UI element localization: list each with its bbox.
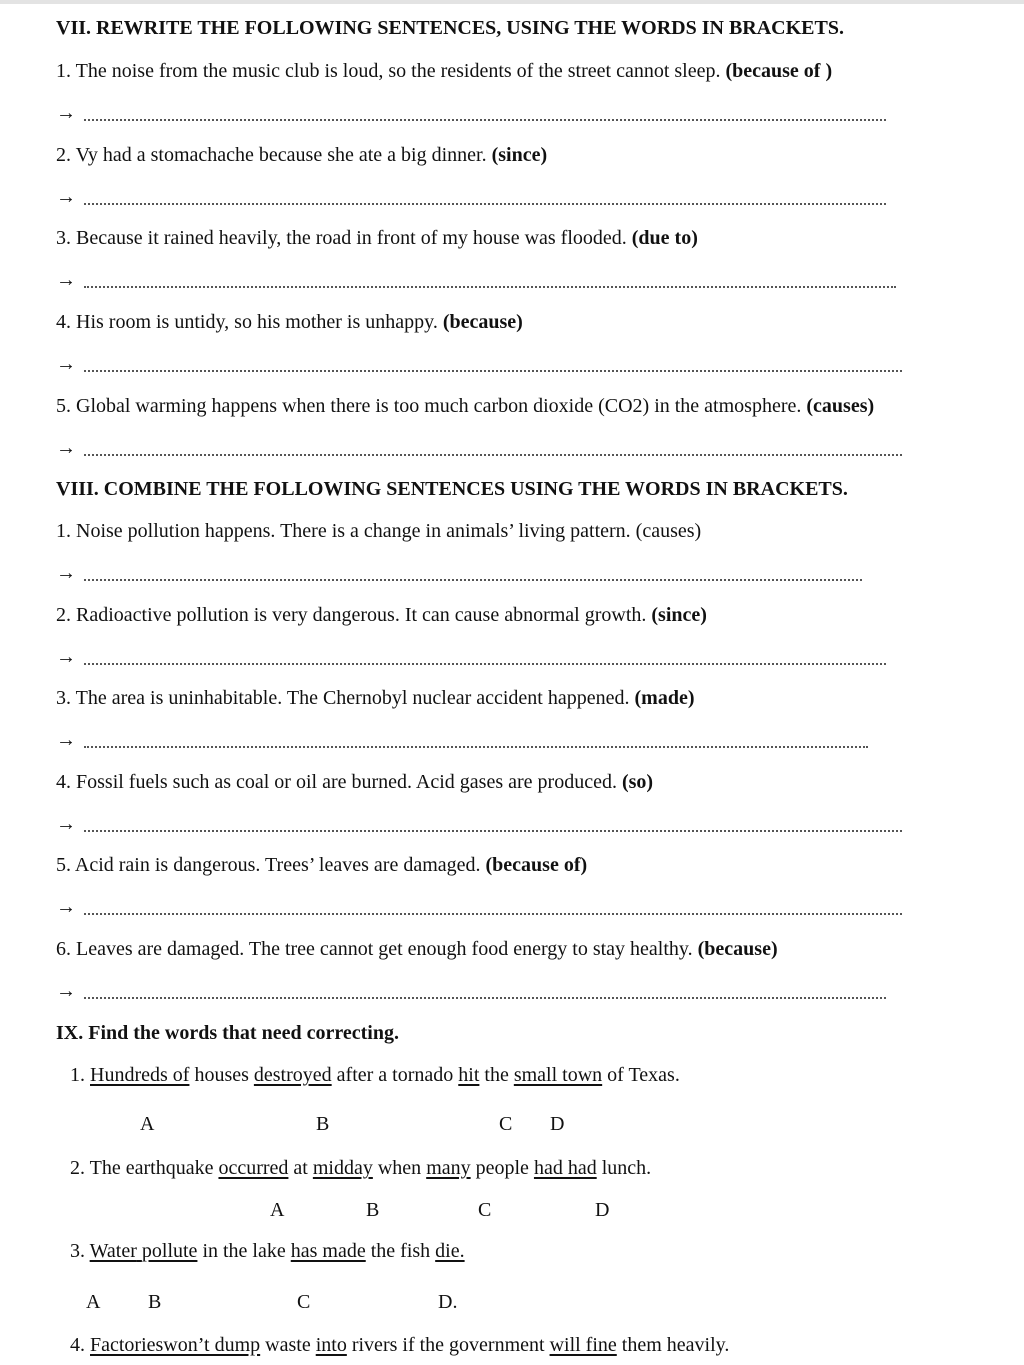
s7-item-2: 2. Vy had a stomachache because she ate a big dinner. (since) — [56, 144, 548, 166]
s8-answer-1[interactable]: → — [56, 562, 864, 588]
s9-question-3: 3. Water pollute in the lake has made the fish die. — [70, 1240, 465, 1262]
s8-answer-2[interactable]: → — [56, 646, 888, 672]
q2-option-c[interactable]: C — [478, 1199, 492, 1221]
s8-item-4: 4. Fossil fuels such as coal or oil are burned. Acid gases are produced. (so) — [56, 771, 654, 793]
q2-option-a[interactable]: A — [270, 1199, 285, 1221]
section-vii-title: VII. REWRITE THE FOLLOWING SENTENCES, USING THE WORDS IN BRACKETS. — [56, 17, 844, 39]
s7-answer-3[interactable]: → — [56, 269, 898, 295]
s8-answer-6[interactable]: → — [56, 980, 888, 1006]
q2-option-b[interactable]: B — [366, 1199, 380, 1221]
s8-item-2: 2. Radioactive pollution is very dangerous. It can cause abnormal growth. (since) — [56, 604, 707, 626]
s8-item-6: 6. Leaves are damaged. The tree cannot get enough food energy to stay healthy. (because) — [56, 938, 778, 960]
q1-option-c[interactable]: C — [499, 1113, 513, 1135]
s8-answer-3[interactable]: → — [56, 729, 870, 755]
s7-item-3: 3. Because it rained heavily, the road in front of my house was flooded. (due to) — [56, 227, 698, 249]
s9-question-2: 2. The earthquake occurred at midday when many people had had lunch. — [70, 1157, 652, 1179]
s7-answer-4[interactable]: → — [56, 353, 904, 379]
q3-option-b[interactable]: B — [148, 1291, 162, 1313]
s7-item-1: 1. The noise from the music club is loud, so the residents of the street cannot sleep. (because of ) — [56, 60, 833, 82]
s8-answer-5[interactable]: → — [56, 896, 904, 922]
q1-option-a[interactable]: A — [140, 1113, 155, 1135]
top-border — [0, 0, 1024, 4]
section-viii-title: VIII. COMBINE THE FOLLOWING SENTENCES USING THE WORDS IN BRACKETS. — [56, 478, 848, 500]
q3-option-c[interactable]: C — [297, 1291, 311, 1313]
s8-answer-4[interactable]: → — [56, 813, 904, 839]
q1-option-d[interactable]: D — [550, 1113, 565, 1135]
q3-option-a[interactable]: A — [86, 1291, 101, 1313]
s8-item-1: 1. Noise pollution happens. There is a change in animals’ living pattern. (causes) — [56, 520, 702, 542]
s8-item-5: 5. Acid rain is dangerous. Trees’ leaves are damaged. (because of) — [56, 854, 588, 876]
s9-question-4: 4. Factorieswon’t dump waste into rivers if the government will fine them heavily. — [70, 1334, 730, 1356]
q1-option-b[interactable]: B — [316, 1113, 330, 1135]
section-ix-title: IX. Find the words that need correcting. — [56, 1022, 399, 1044]
s7-answer-2[interactable]: → — [56, 186, 888, 212]
s7-answer-1[interactable]: → — [56, 102, 888, 128]
q2-option-d[interactable]: D — [595, 1199, 610, 1221]
s7-answer-5[interactable]: → — [56, 437, 904, 463]
s9-question-1: 1. Hundreds of houses destroyed after a tornado hit the small town of Texas. — [70, 1064, 680, 1086]
s8-item-3: 3. The area is uninhabitable. The Chernobyl nuclear accident happened. (made) — [56, 687, 695, 709]
s7-item-4: 4. His room is untidy, so his mother is unhappy. (because) — [56, 311, 523, 333]
s7-item-5: 5. Global warming happens when there is too much carbon dioxide (CO2) in the atmosphere. (causes) — [56, 395, 875, 417]
q3-option-d[interactable]: D. — [438, 1291, 458, 1313]
